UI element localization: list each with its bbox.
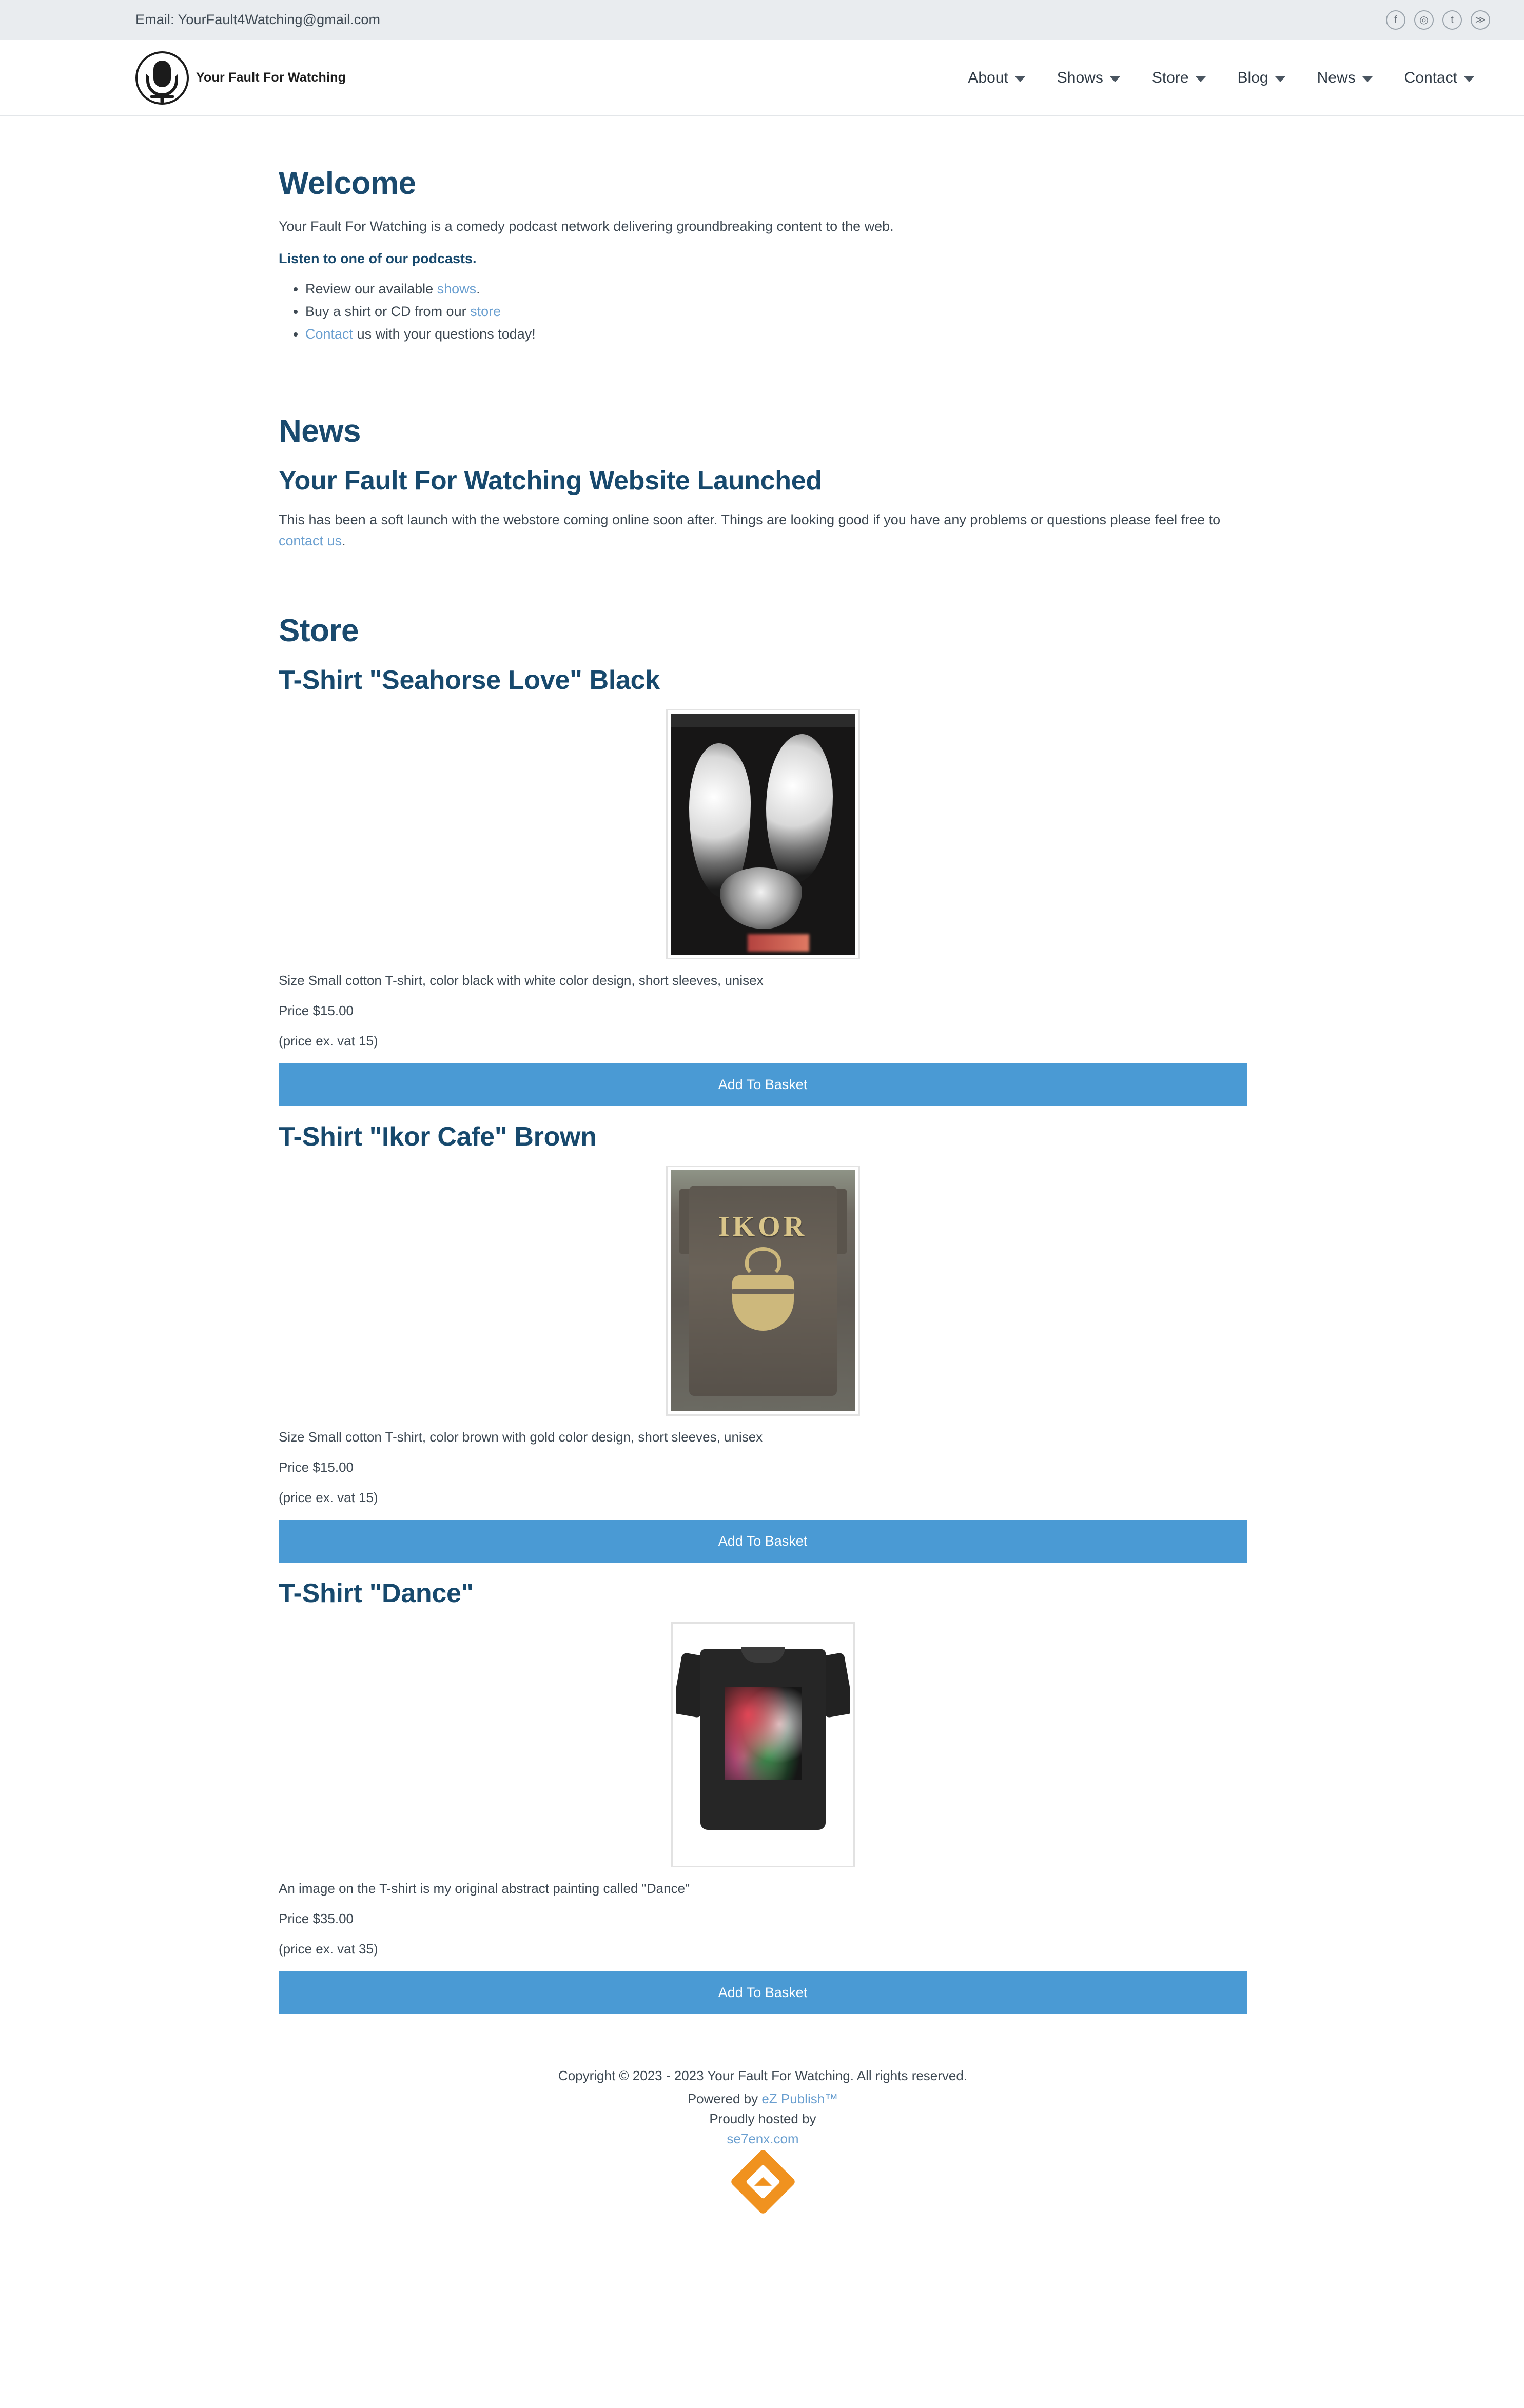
main-navigation	[952, 69, 1490, 87]
list-item	[305, 301, 1247, 323]
product-price: Price $35.00	[279, 1910, 354, 1926]
product-title[interactable]: T-Shirt "Ikor Cafe" Brown	[279, 1121, 597, 1152]
product-card	[279, 1578, 1247, 2014]
page-container	[139, 116, 1385, 2246]
product-image-ikor-cafe[interactable]: IKOR	[666, 1166, 860, 1416]
store-link[interactable]: store	[470, 303, 501, 319]
news-item-body	[279, 509, 1247, 552]
product-image-wrap	[279, 1166, 1247, 1416]
product-vat: (price ex. vat 15)	[279, 1489, 378, 1505]
site-header	[0, 40, 1524, 116]
facebook-icon[interactable]: f	[1386, 10, 1405, 30]
list-item-text-pre: Review our available	[305, 281, 437, 297]
microphone-icon	[135, 51, 189, 105]
list-item-text-post: .	[476, 281, 480, 297]
nav-item-news[interactable]	[1301, 69, 1389, 87]
ez-publish-link[interactable]: eZ Publish™	[761, 2090, 838, 2106]
welcome-heading: Welcome	[279, 166, 416, 201]
logo-text: Your Fault For Watching	[196, 70, 346, 85]
social-links	[1386, 10, 1490, 30]
product-price: Price $15.00	[279, 1002, 354, 1018]
product-title[interactable]: T-Shirt "Seahorse Love" Black	[279, 665, 660, 695]
product-image-wrap	[279, 1622, 1247, 1867]
copyright-text: Copyright © 2023 - 2023 Your Fault For Watching. All rights reserved.	[558, 2067, 968, 2083]
add-to-basket-button[interactable]: Add To Basket	[279, 1971, 1247, 2014]
product-image-dance[interactable]	[671, 1622, 855, 1867]
powered-by-line	[279, 2091, 1247, 2107]
list-item	[305, 278, 1247, 301]
chevron-down-icon	[1464, 76, 1474, 82]
welcome-lead: Listen to one of our podcasts.	[279, 251, 477, 267]
news-body-post: .	[342, 533, 346, 549]
main-content	[139, 116, 1385, 2246]
nav-label-news: News	[1317, 69, 1356, 86]
site-footer	[279, 2045, 1247, 2246]
contact-us-link[interactable]: contact us	[279, 533, 342, 549]
hosted-by-label: Proudly hosted by	[709, 2110, 816, 2126]
nav-label-contact: Contact	[1404, 69, 1457, 86]
product-vat: (price ex. vat 15)	[279, 1033, 378, 1049]
chevron-down-icon	[1275, 76, 1285, 82]
welcome-intro: Your Fault For Watching is a comedy podcast network delivering groundbreaking content to the web.	[279, 219, 894, 234]
news-item-title[interactable]: Your Fault For Watching Website Launched	[279, 465, 822, 496]
nav-label-about: About	[968, 69, 1008, 86]
nav-item-store[interactable]	[1136, 69, 1222, 87]
utility-bar	[0, 0, 1524, 40]
product-card	[279, 1121, 1247, 1563]
product-image-seahorse-love[interactable]	[666, 709, 860, 959]
chevron-down-icon	[1110, 76, 1120, 82]
twitter-icon[interactable]: t	[1442, 10, 1462, 30]
nav-item-about[interactable]	[952, 69, 1041, 87]
nav-item-shows[interactable]	[1041, 69, 1136, 87]
product-price: Price $15.00	[279, 1459, 354, 1475]
product-title[interactable]: T-Shirt "Dance"	[279, 1578, 474, 1608]
rss-icon[interactable]: ≫	[1471, 10, 1490, 30]
news-body-pre: This has been a soft launch with the webstore coming online soon after. Things are looking good if you have any problems or questions please feel free to	[279, 511, 1221, 527]
add-to-basket-button[interactable]: Add To Basket	[279, 1063, 1247, 1106]
powered-by-label: Powered by	[687, 2090, 762, 2106]
chevron-down-icon	[1015, 76, 1025, 82]
list-item	[305, 323, 1247, 346]
chevron-down-icon	[1362, 76, 1373, 82]
list-item-text-pre: Buy a shirt or CD from our	[305, 303, 471, 319]
welcome-link-list	[279, 278, 1247, 345]
nav-item-blog[interactable]	[1222, 69, 1301, 87]
nav-label-shows: Shows	[1057, 69, 1103, 86]
store-heading: Store	[279, 613, 359, 649]
contact-link[interactable]: Contact	[305, 326, 354, 342]
news-heading: News	[279, 413, 361, 449]
product-description: An image on the T-shirt is my original abstract painting called "Dance"	[279, 1880, 690, 1896]
product-description: Size Small cotton T-shirt, color brown with gold color design, short sleeves, unisex	[279, 1429, 763, 1445]
host-line	[279, 2131, 1247, 2147]
contact-email: Email: YourFault4Watching@gmail.com	[135, 12, 381, 27]
page-bottom-spacer	[0, 2246, 1524, 2277]
site-logo[interactable]	[135, 51, 346, 105]
product-image-wrap	[279, 709, 1247, 959]
instagram-icon[interactable]: ◎	[1414, 10, 1434, 30]
chevron-down-icon	[1196, 76, 1206, 82]
add-to-basket-button[interactable]: Add To Basket	[279, 1520, 1247, 1563]
product-vat: (price ex. vat 35)	[279, 1941, 378, 1957]
host-diamond-logo-icon	[739, 2158, 787, 2205]
shows-link[interactable]: shows	[437, 281, 477, 297]
product-description: Size Small cotton T-shirt, color black with white color design, short sleeves, unisex	[279, 972, 764, 988]
list-item-text-post: us with your questions today!	[353, 326, 536, 342]
nav-item-contact[interactable]	[1389, 69, 1490, 87]
host-link[interactable]: se7enx.com	[727, 2130, 799, 2146]
product-card	[279, 665, 1247, 1106]
nav-label-store: Store	[1151, 69, 1189, 86]
nav-label-blog: Blog	[1237, 69, 1268, 86]
